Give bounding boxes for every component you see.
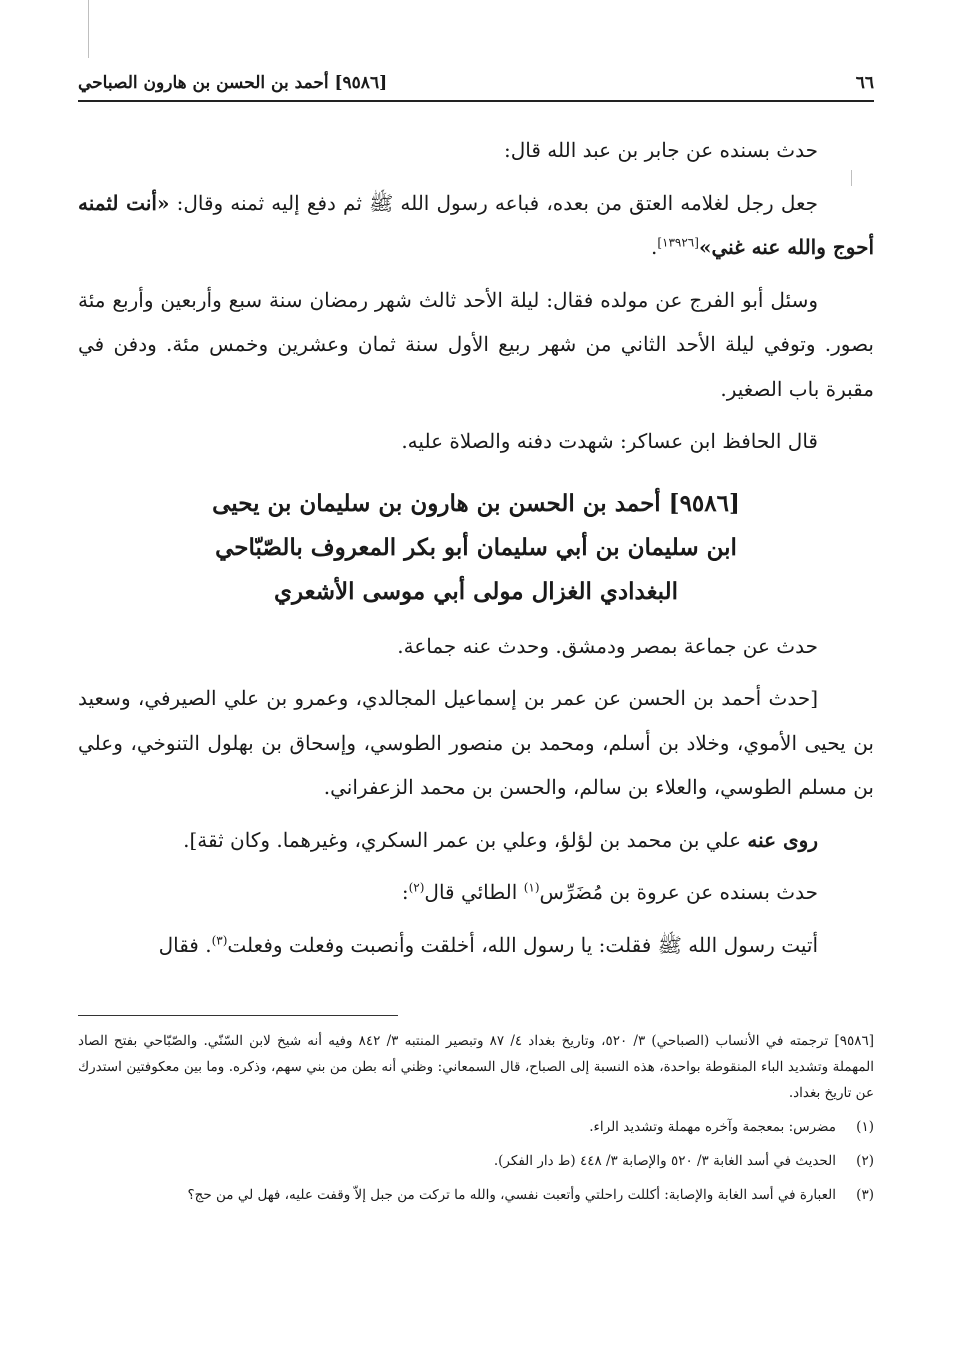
paragraph-5: حدث عن جماعة بمصر ودمشق. وحدث عنه جماعة. — [397, 633, 818, 658]
footnotes — [78, 1028, 874, 1208]
page-number: ٦٦ — [855, 73, 874, 93]
document-page — [78, 0, 874, 1345]
footnote-item — [78, 1148, 874, 1174]
paragraph-8-a: حدث بسنده عن عروة بن مُضَرِّس — [539, 880, 818, 904]
paragraph-3: وسئل أبو الفرج عن مولده فقال: ليلة الأحد ثالث شهر رمضان سنة سبع وأربعين وأربع مئة بصور. وتوفي ليلة الأحد الثاني من شهر ربيع الأول سنة ثمان وعشرين وخمس مئة. ودفن في مقبرة باب الصغير. — [78, 287, 874, 401]
heading-line-1: [٩٥٨٦] أحمد بن الحسن بن هارون بن سليمان بن يحيى — [212, 489, 740, 517]
paragraph-8-c: : — [401, 880, 409, 904]
footnote-text: الحديث في أسد الغابة ٣/ ٥٢٠ والإصابة ٣/ ٤٤٨ (ط دار الفكر). — [493, 1153, 836, 1169]
entry-heading — [78, 482, 874, 614]
paragraph-8 — [78, 870, 874, 915]
footnote-text: العبارة في أسد الغابة والإصابة: أكللت راحلتي وأتعبت نفسي، والله ما تركت من جبل إلاّ وقفت عليه، فهل لي من حج؟ — [187, 1187, 836, 1203]
running-title: [٩٥٨٦] أحمد بن الحسن بن هارون الصباحي — [78, 73, 388, 93]
paragraph-9 — [78, 923, 874, 968]
heading-line-2: ابن سليمان بن أبي سليمان أبو بكر المعروف بالصّبّاحي — [215, 533, 737, 561]
heading-line-3: البغدادي الغزال مولى أبي موسى الأشعري — [273, 577, 679, 605]
paragraph-6: [حدث أحمد بن الحسن عن عمر بن إسماعيل المجالدي، وعمرو بن علي الصيرفي، وسعيد بن يحيى الأموي، وخلاد بن أسلم، ومحمد بن منصور الطوسي، وإسحاق بن بهلول التنوخي، وعلي بن مسلم الطوسي، والعلاء بن سالم، والحسن بن محمد الزعفراني. — [78, 686, 874, 799]
paragraph-2-end: . — [650, 235, 658, 259]
main-text — [78, 128, 874, 975]
paragraph-7 — [78, 818, 874, 863]
hadith-ref: [١٣٩٢٦] — [657, 235, 699, 250]
paragraph-2-text: جعل رجل لغلامه العتق من بعده، فباعه رسول الله ﷺ ثم دفع إليه ثمنه وقال: — [169, 190, 818, 215]
hadith-quote: «أنت لثمنه أحوج والله عنه غني» — [78, 190, 874, 259]
footnote-bio: [٩٥٨٦] ترجمته في الأنساب (الصباحي) ٣/ ٥٢٠، وتاريخ بغداد ٤/ ٨٧ وتبصير المنتبه ٣/ ٨٤٢ وفيه أنه شيخ لابن السّنّي. والصّبّاحي بفتح الصاد المهملة وتشديد الباء المنقوطة بواحدة، هذه النسبة إلى الصباح، قال السمعاني: وظني أنه بطن من بني سهم، وذكره. وما بين معكوفتين استدرك عن تاريخ بغداد. — [78, 1033, 874, 1101]
paragraph-8-b: الطائي قال — [424, 880, 524, 904]
footnote-number: (٢) — [856, 1153, 874, 1169]
footnote-text: مضرس: بمعجمة وآخره مهملة وتشديد الراء. — [589, 1119, 836, 1135]
footnote-rule — [78, 1015, 398, 1016]
footnote-ref-1: (١) — [523, 880, 540, 895]
header-rule — [78, 100, 874, 102]
footnote-number: (٣) — [856, 1187, 874, 1203]
paragraph-9-a: أتيت رسول الله ﷺ فقلت: يا رسول الله، أخلقت وأنصبت وفعلت وفعلت — [227, 932, 818, 957]
paragraph-2 — [78, 181, 874, 270]
footnote-item — [78, 1114, 874, 1140]
footnote-item — [78, 1182, 874, 1208]
paragraph-1: حدث بسنده عن جابر بن عبد الله قال: — [503, 138, 818, 162]
footnote-ref-2: (٢) — [408, 880, 425, 895]
narrated-by-label: روى عنه — [747, 827, 818, 852]
paragraph-9-b: . فقال — [158, 932, 212, 957]
page-header — [78, 66, 874, 100]
footnote-number: (١) — [856, 1119, 874, 1135]
paragraph-4: قال الحافظ ابن عساكر: شهدت دفنه والصلاة عليه. — [401, 429, 818, 453]
footnote-ref-3: (٣) — [211, 932, 228, 947]
paragraph-7-text: علي بن محمد بن لؤلؤ، وعلي بن عمر السكري، وغيرهما. وكان ثقة]. — [183, 827, 748, 852]
